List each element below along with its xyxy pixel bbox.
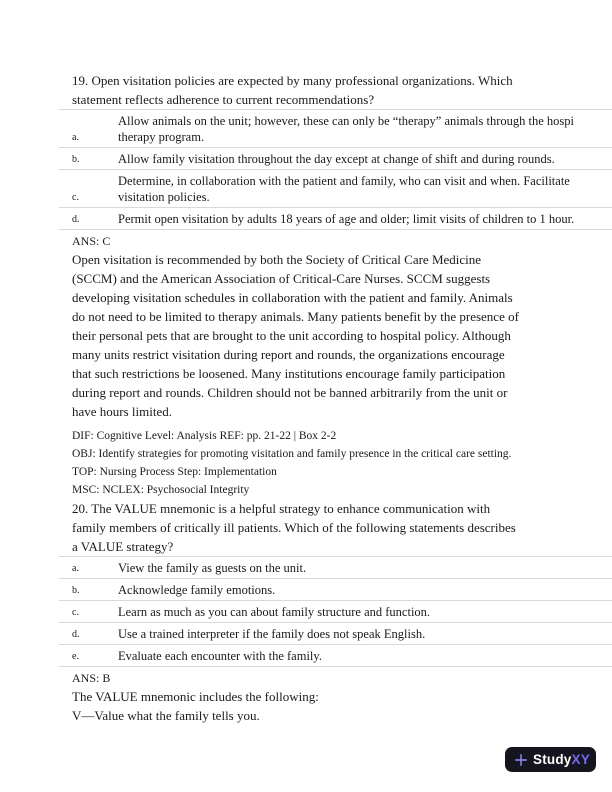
explanation-line: have hours limited. bbox=[72, 404, 173, 419]
option-letter: c. bbox=[72, 192, 79, 203]
explanation-line: Open visitation is recommended by both the Society of Critical Care Medicine bbox=[72, 252, 482, 267]
option-body bbox=[118, 626, 612, 642]
option-text-line: Allow family visitation throughout the day except at change of shift and during rounds. bbox=[118, 152, 555, 166]
meta-line-msc: MSC: NCLEX: Psychosocial Integrity bbox=[72, 484, 250, 496]
option-body bbox=[118, 211, 612, 227]
option-row-d bbox=[59, 622, 612, 644]
question-stem-line: statement reflects adherence to current recommendations? bbox=[72, 92, 375, 107]
answer-label-q20: ANS: B bbox=[72, 671, 111, 685]
explanation-line: that such restrictions be loosened. Many institutions encourage family participation bbox=[72, 366, 506, 381]
question-19-options-table bbox=[59, 109, 612, 230]
option-row-c bbox=[59, 169, 612, 207]
brand-name-primary: Study bbox=[533, 751, 572, 767]
option-letter: b. bbox=[72, 585, 80, 596]
option-letter: b. bbox=[72, 154, 80, 165]
option-body bbox=[118, 582, 612, 598]
option-body bbox=[118, 173, 612, 205]
explanation-line: (SCCM) and the American Association of Critical-Care Nurses. SCCM suggests bbox=[72, 271, 491, 286]
answer-explanation-q20 bbox=[72, 687, 612, 725]
option-row-b bbox=[59, 147, 612, 169]
option-text-line: therapy program. bbox=[118, 130, 205, 144]
option-row-b bbox=[59, 578, 612, 600]
question-19-stem bbox=[72, 71, 612, 109]
option-body bbox=[118, 113, 612, 145]
option-row-a bbox=[59, 556, 612, 578]
option-text-line: Acknowledge family emotions. bbox=[118, 583, 276, 597]
question-20-options-table bbox=[59, 556, 612, 667]
meta-line-top: TOP: Nursing Process Step: Implementation bbox=[72, 466, 277, 478]
question-20-stem bbox=[72, 499, 612, 556]
answer-explanation-q19 bbox=[72, 250, 612, 421]
option-letter: d. bbox=[72, 629, 80, 640]
option-text-line: visitation policies. bbox=[118, 190, 210, 204]
question-19-metadata bbox=[72, 427, 612, 499]
option-body bbox=[118, 648, 612, 664]
explanation-line: their personal pets that are brought to the unit according to hospital policy. Although bbox=[72, 328, 511, 343]
answer-label-q19: ANS: C bbox=[72, 234, 111, 248]
option-letter: a. bbox=[72, 563, 79, 574]
option-row-e bbox=[59, 644, 612, 666]
explanation-line: do not need to be limited to therapy animals. Many patients benefit by the presence of bbox=[72, 309, 519, 324]
option-row-c bbox=[59, 600, 612, 622]
question-stem-line: a VALUE strategy? bbox=[72, 539, 174, 554]
option-text-line: Learn as much as you can about family structure and function. bbox=[118, 605, 431, 619]
option-body bbox=[118, 604, 612, 620]
meta-line-obj: OBJ: Identify strategies for promoting visitation and family presence in the critical care setting. bbox=[72, 448, 512, 460]
brand-name bbox=[533, 753, 590, 767]
option-text-line: Permit open visitation by adults 18 years of age and older; limit visits of children to 1 hour. bbox=[118, 212, 575, 226]
question-stem-line: 20. The VALUE mnemonic is a helpful strategy to enhance communication with bbox=[72, 501, 491, 516]
option-letter: d. bbox=[72, 214, 80, 225]
explanation-line: developing visitation schedules in collaboration with the patient and family. Animals bbox=[72, 290, 513, 305]
option-row-d bbox=[59, 207, 612, 229]
option-text-line: Allow animals on the unit; however, these can only be “therapy” animals through the hospi bbox=[118, 114, 574, 128]
option-letter: e. bbox=[72, 651, 79, 662]
explanation-line: during report and rounds. Children should not be banned arbitrarily from the unit or bbox=[72, 385, 508, 400]
option-letter: c. bbox=[72, 607, 79, 618]
option-text-line: Evaluate each encounter with the family. bbox=[118, 649, 322, 663]
plus-icon bbox=[514, 753, 528, 767]
option-text-line: Use a trained interpreter if the family does not speak English. bbox=[118, 627, 426, 641]
explanation-line: V—Value what the family tells you. bbox=[72, 708, 260, 723]
option-text-line: View the family as guests on the unit. bbox=[118, 561, 307, 575]
option-text-line: Determine, in collaboration with the patient and family, who can visit and when. Facilitate bbox=[118, 174, 570, 188]
option-letter: a. bbox=[72, 132, 79, 143]
question-stem-line: family members of critically ill patients. Which of the following statements describes bbox=[72, 520, 516, 535]
option-row-a bbox=[59, 109, 612, 147]
meta-line-dif: DIF: Cognitive Level: Analysis REF: pp. 21-22 | Box 2-2 bbox=[72, 430, 337, 442]
question-stem-line: 19. Open visitation policies are expected by many professional organizations. Which bbox=[72, 73, 513, 88]
option-body bbox=[118, 560, 612, 576]
brand-name-accent: XY bbox=[571, 751, 590, 767]
explanation-line: many units restrict visitation during report and rounds, the organizations encourage bbox=[72, 347, 505, 362]
option-body bbox=[118, 151, 612, 167]
studyxy-badge bbox=[505, 747, 596, 772]
explanation-line: The VALUE mnemonic includes the following: bbox=[72, 689, 319, 704]
